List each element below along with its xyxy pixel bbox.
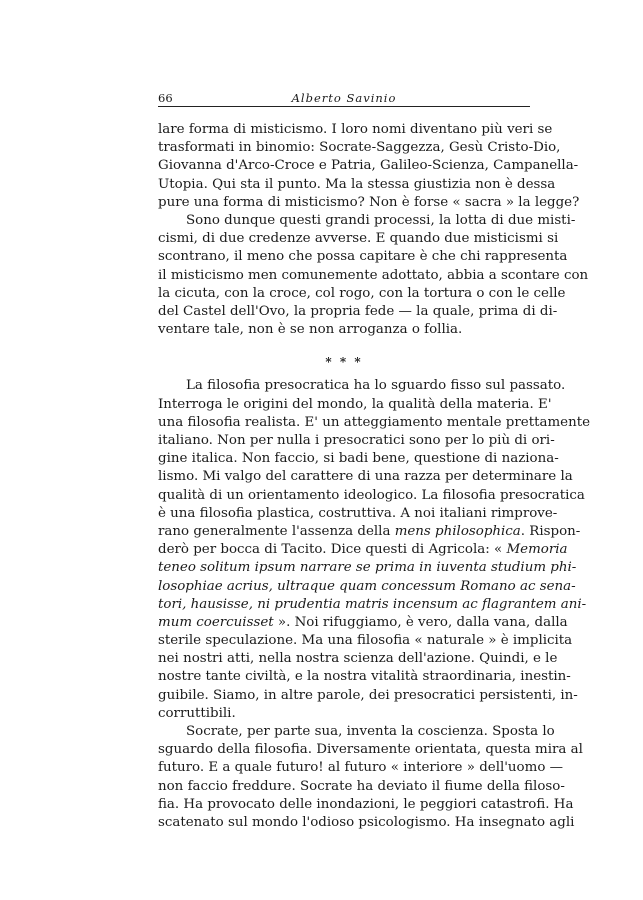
text-line — [158, 396, 552, 414]
text-segment: gine italica. Non faccio, si badi bene, questione di naziona- — [158, 451, 559, 467]
text-line — [158, 230, 559, 248]
text-line — [158, 523, 581, 541]
text-line — [158, 248, 568, 266]
italic-text: teneo solitum ipsum narrare se prima in iuventa studium phi- — [158, 560, 577, 576]
text-segment: Interroga le origini del mondo, la qualità della materia. E' — [158, 396, 552, 412]
text-line — [158, 541, 568, 559]
text-segment: la cicuta, con la croce, col rogo, con la tortura o con le celle — [158, 285, 566, 301]
running-title: Alberto Savinio — [291, 91, 397, 105]
text-line — [158, 194, 580, 212]
text-line — [158, 796, 574, 814]
page-header — [158, 92, 530, 107]
text-segment: ». Noi rifuggiamo, è vero, dalla vana, dalla — [273, 614, 568, 630]
text-segment: futuro. E a quale futuro! al futuro « interiore » dell'uomo — — [158, 760, 564, 776]
text-segment: del Castel dell'Ovo, la propria fede — la quale, prima di di- — [158, 303, 558, 319]
text-segment: Sono dunque questi grandi processi, la lotta di due misti- — [186, 212, 576, 228]
text-line — [158, 377, 566, 395]
text-line — [158, 505, 558, 523]
text-line — [158, 723, 555, 741]
italic-text: Memoria — [506, 542, 568, 558]
text-line — [158, 414, 591, 432]
text-line — [158, 432, 555, 450]
text-segment: sguardo della filosofia. Diversamente orientata, questa mira al — [158, 742, 583, 758]
text-segment: una filosofia realista. E' un atteggiamento mentale prettamente — [158, 414, 591, 430]
text-segment: italiano. Non per nulla i presocratici sono per lo più di ori- — [158, 433, 555, 448]
italic-text: mum coercuisset — [158, 614, 274, 630]
text-segment: fia. Ha provocato delle inondazioni, le peggiori catastrofi. Ha — [158, 796, 574, 812]
text-line — [158, 176, 556, 194]
italic-text: mens philosophica — [394, 523, 521, 539]
text-segment: il misticismo men comunemente adottato, abbia a scontare con — [158, 267, 589, 283]
text-line — [158, 303, 558, 321]
text-segment: trasformati in binomio: Socrate-Saggezza, Gesù Cristo-Dio, — [158, 140, 561, 156]
text-segment: sterile speculazione. Ma una filosofia « naturale » è implicita — [158, 633, 573, 649]
text-line — [158, 632, 573, 650]
italic-text: losophiae acrius, ultraque quam concessum Romano ac sena- — [158, 578, 576, 594]
text-segment: Giovanna d'Arco-Croce e Patria, Galileo-Scienza, Campanella- — [158, 158, 579, 174]
text-line — [158, 759, 564, 777]
text-line — [158, 814, 575, 832]
text-line — [158, 614, 568, 632]
text-line — [158, 139, 561, 157]
text-segment: non faccio freddure. Socrate ha deviato il fiume della filoso- — [158, 778, 565, 794]
text-segment: qualità di un orientamento ideologico. La filosofia presocratica — [158, 487, 585, 503]
text-segment: Utopia. Qui sta il punto. Ma la stessa giustizia non è dessa — [158, 176, 556, 192]
text-segment: pure una forma di misticismo? Non è forse « sacra » la legge? — [158, 194, 580, 210]
text-segment: Socrate, per parte sua, inventa la coscienza. Sposta lo — [186, 724, 555, 739]
text-segment: derò per bocca di Tacito. Dice questi di Agricola: « — [158, 542, 507, 558]
text-line — [158, 705, 530, 723]
text-segment: nostre tante civiltà, e la nostra vitalità straordinaria, inestin- — [158, 669, 571, 685]
text-line — [158, 650, 558, 668]
text-line — [158, 487, 585, 505]
text-segment: lare forma di misticismo. I loro nomi diventano più veri se — [158, 122, 553, 137]
text-segment: lismo. Mi valgo del carattere di una razza per determinare la — [158, 469, 573, 485]
text-segment: scatenato sul mondo l'odioso psicologismo. Ha insegnato agli — [158, 814, 575, 830]
text-segment: guibile. Siamo, in altre parole, dei presocratici persistenti, in- — [158, 687, 578, 703]
text-line — [158, 578, 576, 596]
body-text — [158, 121, 591, 832]
text-segment: nei nostri atti, nella nostra scienza dell'azione. Quindi, e le — [158, 651, 558, 667]
text-segment: corruttibili. — [158, 705, 236, 721]
text-line — [158, 121, 553, 139]
text-line — [158, 468, 573, 486]
italic-text: tori, hausisse, ni prudentia matris incensum ac flagrantem ani- — [158, 596, 587, 612]
text-segment: cismi, di due credenze avverse. E quando due misticismi si — [158, 231, 559, 247]
page-number: 66 — [158, 91, 173, 105]
text-line — [158, 267, 589, 285]
text-segment: ventare tale, non è se non arroganza o follia. — [158, 322, 463, 338]
text-line — [158, 687, 578, 705]
text-line — [158, 285, 566, 303]
text-segment: è una filosofia plastica, costruttiva. A noi italiani rimprove- — [158, 505, 558, 521]
text-line — [158, 596, 587, 614]
text-segment: scontrano, il meno che possa capitare è che chi rappresenta — [158, 249, 568, 265]
text-line — [158, 559, 577, 577]
text-line — [158, 321, 530, 339]
text-line — [158, 450, 559, 468]
text-segment: rano generalmente l'assenza della — [158, 523, 395, 539]
text-line — [158, 668, 571, 686]
text-line — [158, 741, 583, 759]
section-break: * * * — [325, 355, 363, 370]
text-segment: La filosofia presocratica ha lo sguardo fisso sul passato. — [186, 378, 566, 394]
text-segment: . Rispon- — [520, 523, 581, 539]
text-line — [158, 778, 565, 796]
text-line — [158, 212, 576, 230]
text-line — [158, 157, 579, 175]
